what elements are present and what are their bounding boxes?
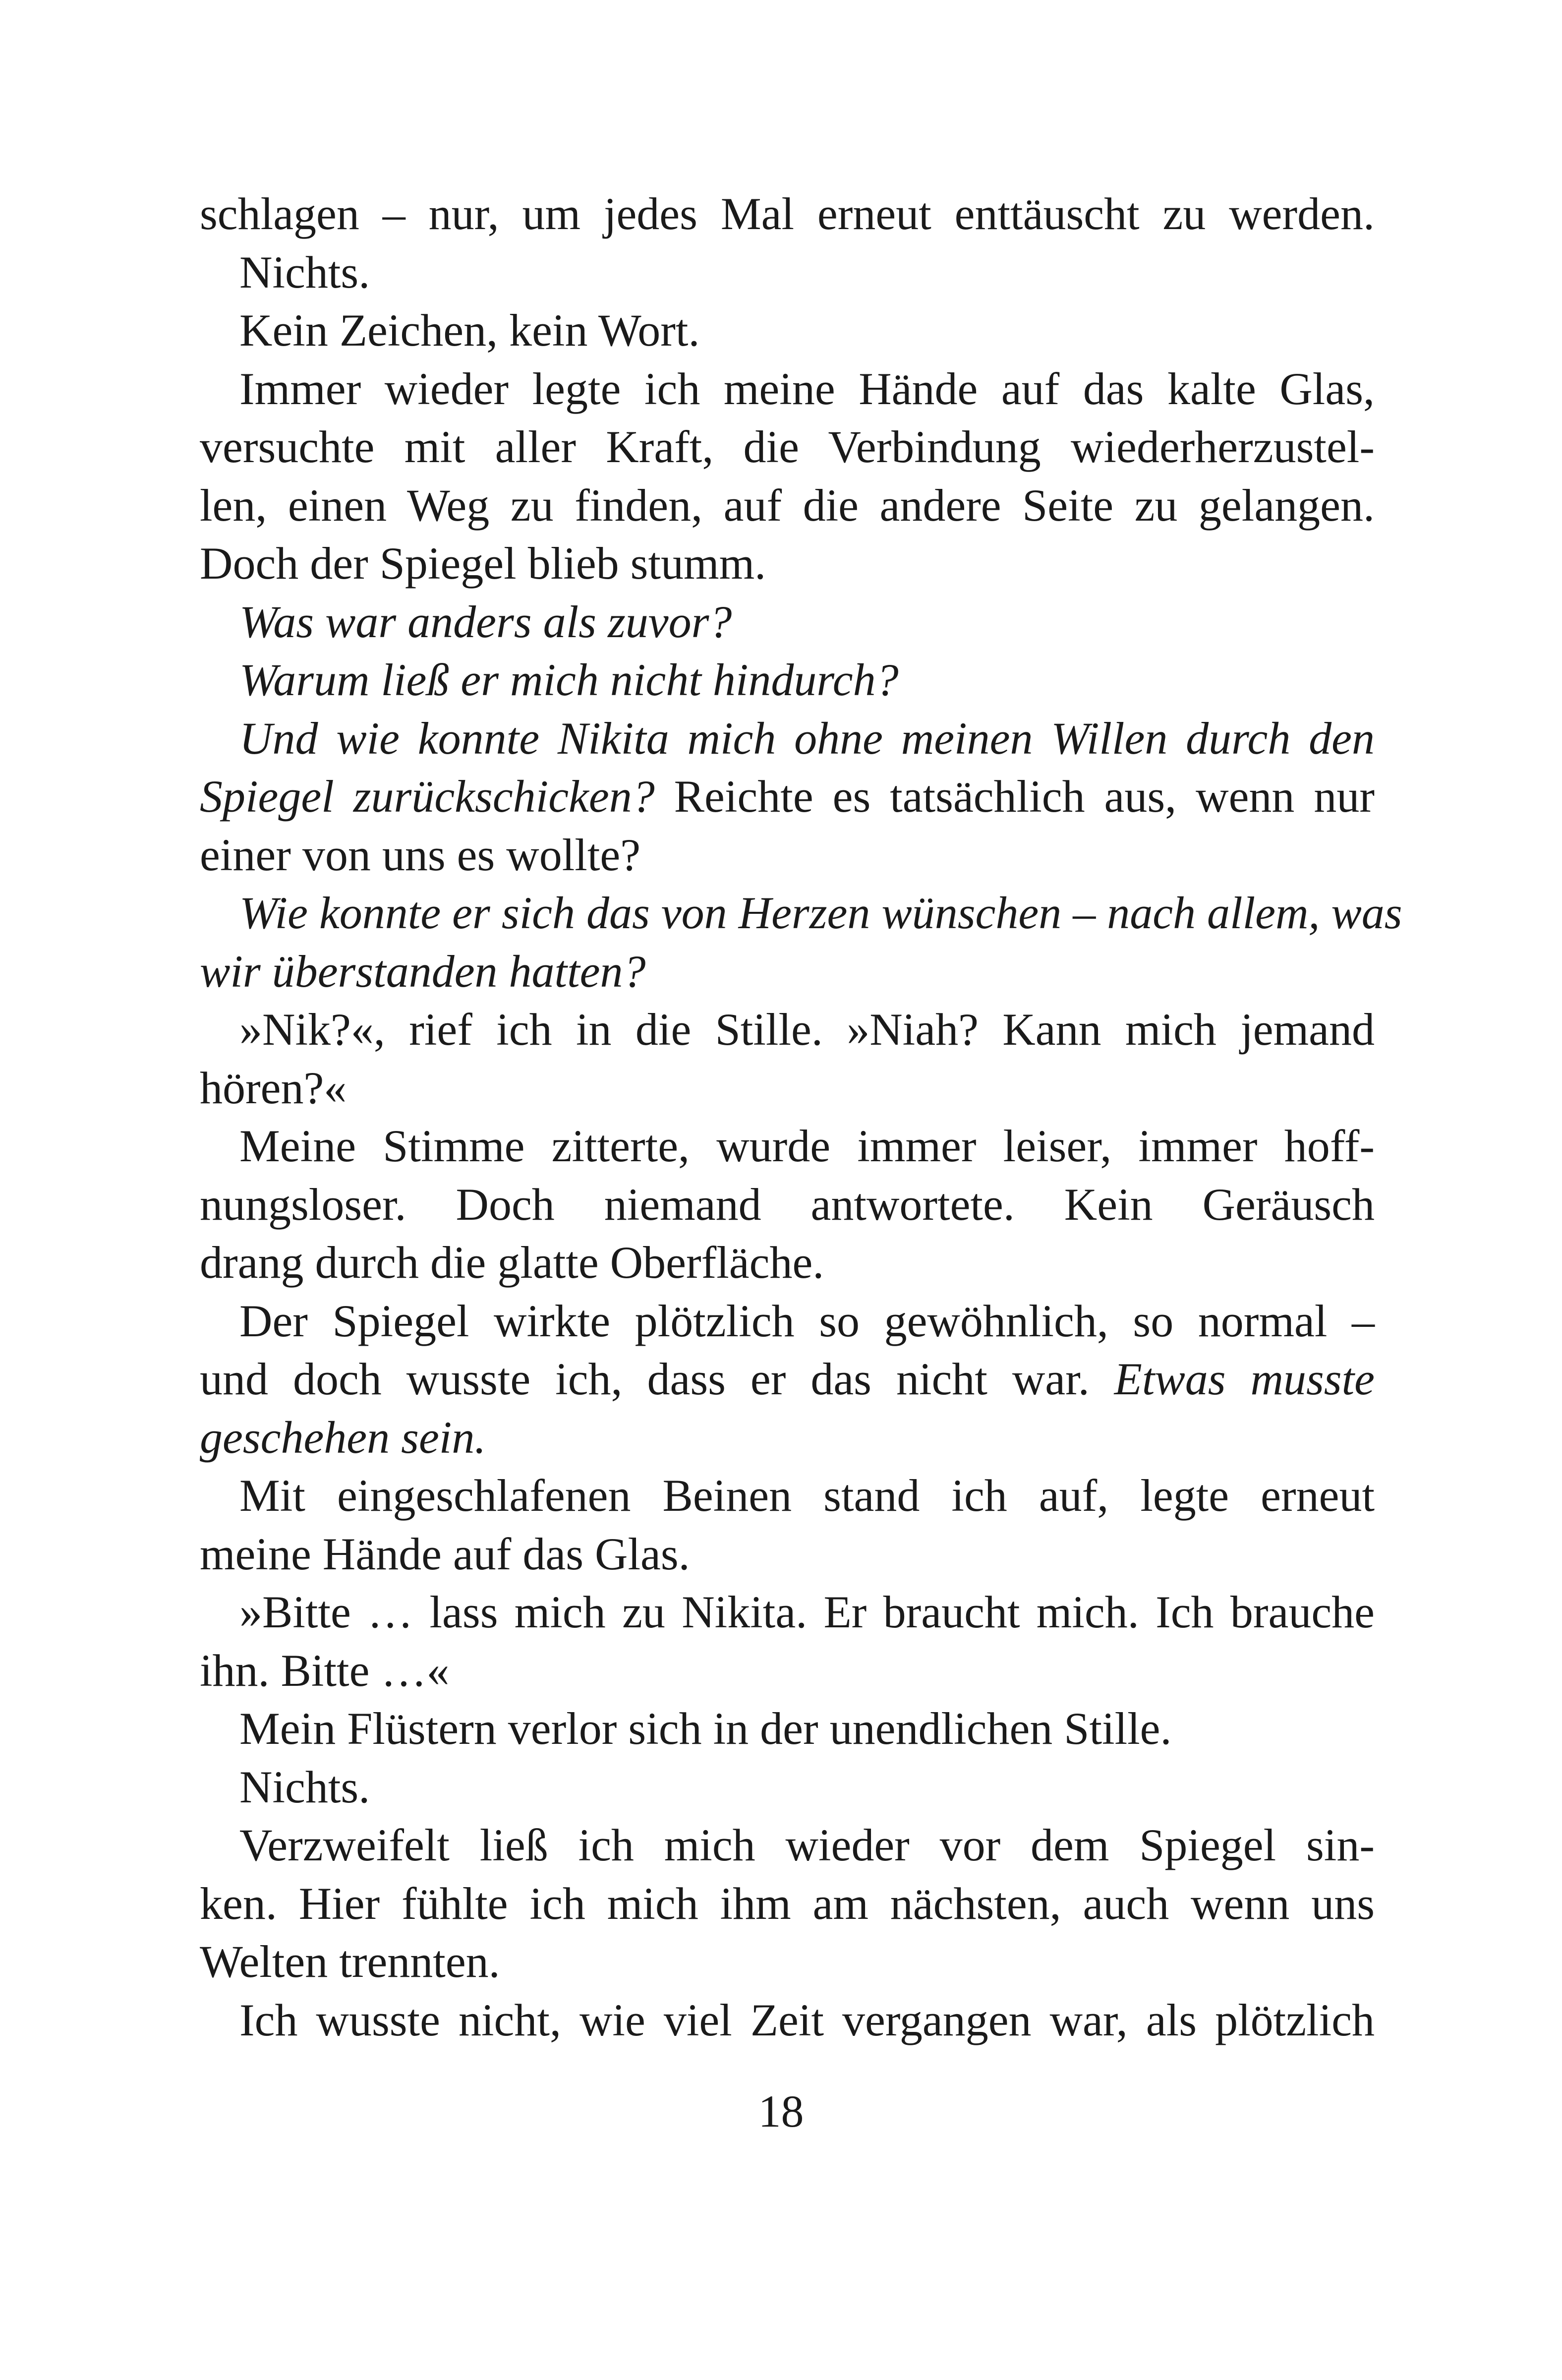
text-run: versuchte mit aller Kraft, die Verbindung wiederherzustel- (200, 421, 1375, 472)
text-line (200, 243, 1375, 302)
italic-text-run: Warum ließ er mich nicht hindurch? (239, 654, 899, 705)
page-number: 18 (758, 2086, 804, 2137)
text-line (200, 710, 1375, 768)
text-line (200, 826, 1375, 885)
text-line (200, 1816, 1375, 1875)
italic-text-run: Spiegel zurückschicken? (200, 771, 655, 822)
text-line (200, 768, 1375, 826)
text-run: nungsloser. Doch niemand antwortete. Kein Geräusch (200, 1179, 1375, 1230)
text-run: Reichte es tatsächlich aus, wenn nur (654, 771, 1375, 822)
text-line (200, 301, 1375, 360)
body-text (200, 185, 1402, 2049)
text-line (200, 1700, 1375, 1758)
text-line (200, 418, 1375, 476)
text-line (200, 1176, 1375, 1234)
text-run: Kein Zeichen, kein Wort. (239, 305, 700, 356)
text-run: len, einen Weg zu finden, auf die andere Seite zu gelangen. (200, 479, 1375, 531)
text-run: »Nik?«, rief ich in die Stille. »Niah? Kann mich jemand (239, 1004, 1375, 1055)
text-line (200, 476, 1375, 535)
text-run: ken. Hier fühlte ich mich ihm am nächsten, auch wenn uns (200, 1878, 1375, 1929)
text-run: Verzweifelt ließ ich mich wieder vor dem Spiegel sin- (239, 1820, 1375, 1870)
text-run: Mit eingeschlafenen Beinen stand ich auf, legte erneut (239, 1470, 1375, 1521)
text-line (200, 1409, 1375, 1467)
text-line (200, 185, 1375, 243)
italic-text-run: geschehen sein. (200, 1412, 486, 1463)
italic-text-run: Was war anders als zuvor? (239, 596, 732, 647)
text-run: meine Hände auf das Glas. (200, 1528, 690, 1579)
text-line (200, 943, 1375, 1001)
text-run: Der Spiegel wirkte plötzlich so gewöhnlich, so normal – (239, 1295, 1375, 1346)
text-line (200, 884, 1402, 943)
text-run: Meine Stimme zitterte, wurde immer leiser, immer hoff- (239, 1121, 1375, 1171)
text-run: Immer wieder legte ich meine Hände auf das kalte Glas, (239, 363, 1375, 414)
text-run: Nichts. (239, 1761, 370, 1812)
text-run: einer von uns es wollte? (200, 829, 641, 880)
text-run: Nichts. (239, 246, 370, 298)
text-run: schlagen – nur, um jedes Mal erneut enttäuscht zu werden. (200, 188, 1375, 239)
text-line (200, 1525, 1375, 1584)
text-run: drang durch die glatte Oberfläche. (200, 1237, 824, 1288)
text-run: hören?« (200, 1062, 347, 1113)
italic-text-run: Etwas musste (1114, 1354, 1375, 1404)
text-run: ihn. Bitte …« (200, 1645, 450, 1696)
text-run: Mein Flüstern verlor sich in der unendlichen Stille. (239, 1703, 1172, 1754)
text-line (200, 1467, 1375, 1525)
text-line (200, 1001, 1375, 1059)
text-line (200, 1350, 1375, 1409)
text-line (200, 651, 1375, 710)
text-line (200, 1059, 1375, 1118)
text-line (200, 1758, 1375, 1817)
italic-text-run: Wie konnte er sich das von Herzen wünschen – nach allem, was (239, 888, 1402, 938)
text-line (200, 1991, 1375, 2050)
text-run: Doch der Spiegel blieb stumm. (200, 538, 766, 589)
text-line (200, 1875, 1375, 1933)
text-run: »Bitte … lass mich zu Nikita. Er braucht mich. Ich brauche (239, 1587, 1375, 1637)
text-line (200, 360, 1375, 418)
text-line (200, 593, 1375, 652)
text-line (200, 1117, 1375, 1176)
text-line (200, 1234, 1375, 1292)
italic-text-run: wir überstanden hatten? (200, 946, 646, 997)
text-line (200, 535, 1375, 593)
text-line (200, 1642, 1375, 1700)
italic-text-run: Und wie konnte Nikita mich ohne meinen Willen durch den (239, 713, 1375, 764)
text-run: Welten trennten. (200, 1936, 500, 1987)
text-line (200, 1292, 1375, 1351)
text-run: Ich wusste nicht, wie viel Zeit vergangen war, als plötzlich (239, 1994, 1375, 2045)
text-line (200, 1933, 1375, 1991)
text-run: und doch wusste ich, dass er das nicht war. (200, 1354, 1114, 1404)
text-line (200, 1583, 1375, 1642)
